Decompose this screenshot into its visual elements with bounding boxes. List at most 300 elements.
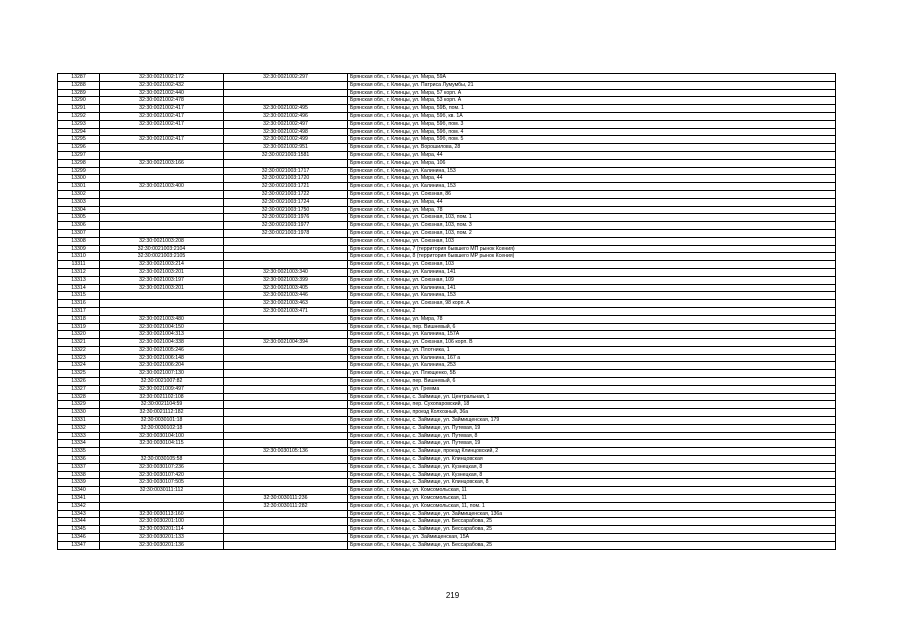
cadastral-number-cell: 32:30:0021003:400 xyxy=(100,183,224,191)
address-cell: Брянская обл., г. Клинцы, 7 (территория бывшего МП рынок Ксения) xyxy=(348,245,836,253)
address-cell: Брянская обл., г. Клинцы, пер. Сухопаровский, 18 xyxy=(348,401,836,409)
address-cell: Брянская обл., г. Клинцы, ул. Мира, 44 xyxy=(348,151,836,159)
related-cadastral-number-cell: 32:30:0021003:340 xyxy=(224,268,348,276)
table-row xyxy=(58,112,836,120)
cadastral-number-cell: 32:30:0030105:58 xyxy=(100,456,224,464)
related-cadastral-number-cell: 32:30:0021003:405 xyxy=(224,284,348,292)
related-cadastral-number-cell: 32:30:0021002:496 xyxy=(224,112,348,120)
address-cell: Брянская обл., г. Клинцы, ул. Мира, 53 корп. А xyxy=(348,97,836,105)
row-number-cell: 13288 xyxy=(58,81,100,89)
related-cadastral-number-cell: 32:30:0021004:394 xyxy=(224,339,348,347)
row-number-cell: 13344 xyxy=(58,518,100,526)
related-cadastral-number-cell xyxy=(224,245,348,253)
related-cadastral-number-cell: 32:30:0030111:236 xyxy=(224,495,348,503)
address-cell: Брянская обл., г. Клинцы, с. Займище, ул. Клинцовская, 8 xyxy=(348,479,836,487)
cadastral-number-cell: 32:30:0030104:115 xyxy=(100,440,224,448)
address-cell: Брянская обл., г. Клинцы, проезд Колхозный, 36а xyxy=(348,409,836,417)
table-row xyxy=(58,222,836,230)
table-row xyxy=(58,440,836,448)
table-row xyxy=(58,534,836,542)
row-number-cell: 13335 xyxy=(58,448,100,456)
table-row xyxy=(58,409,836,417)
cadastral-number-cell: 32:30:0021003:2105 xyxy=(100,253,224,261)
address-cell: Брянская обл., г. Клинцы, ул. Союзная, 106 корп. В xyxy=(348,339,836,347)
address-cell: Брянская обл., г. Клинцы, ул. Союзная, 103 xyxy=(348,237,836,245)
cadastral-number-cell: 32:30:0021002:417 xyxy=(100,112,224,120)
cadastral-number-cell xyxy=(100,307,224,315)
related-cadastral-number-cell: 32:30:0021003:1724 xyxy=(224,198,348,206)
table-row xyxy=(58,74,836,82)
cadastral-number-cell: 32:30:0021002:172 xyxy=(100,74,224,82)
related-cadastral-number-cell: 32:30:0021003:1721 xyxy=(224,183,348,191)
address-cell: Брянская обл., г. Клинцы, с. Займище, ул. Бессарабова, 25 xyxy=(348,541,836,549)
table-row xyxy=(58,487,836,495)
cadastral-number-cell: 32:30:0030113:160 xyxy=(100,510,224,518)
related-cadastral-number-cell xyxy=(224,417,348,425)
address-cell: Брянская обл., г. Клинцы, с. Займище, ул. Кузнецкая, 8 xyxy=(348,463,836,471)
cadastral-number-cell: 32:30:0030101:18 xyxy=(100,417,224,425)
address-cell: Брянская обл., г. Клинцы, ул. Плющенко, 5Б xyxy=(348,370,836,378)
row-number-cell: 13331 xyxy=(58,417,100,425)
row-number-cell: 13327 xyxy=(58,385,100,393)
related-cadastral-number-cell xyxy=(224,89,348,97)
related-cadastral-number-cell xyxy=(224,331,348,339)
related-cadastral-number-cell xyxy=(224,385,348,393)
row-number-cell: 13302 xyxy=(58,190,100,198)
cadastral-number-cell: 32:30:0021009:497 xyxy=(100,385,224,393)
related-cadastral-number-cell xyxy=(224,510,348,518)
table-row xyxy=(58,292,836,300)
cadastral-number-cell xyxy=(100,292,224,300)
cadastral-number-cell: 32:30:0030102:18 xyxy=(100,424,224,432)
address-cell: Брянская обл., г. Клинцы, ул. Патриса Лумумбы, 21 xyxy=(348,81,836,89)
related-cadastral-number-cell: 32:30:0021003:1581 xyxy=(224,151,348,159)
row-number-cell: 13328 xyxy=(58,393,100,401)
address-cell: Брянская обл., г. Клинцы, ул. Калинина, 153 xyxy=(348,292,836,300)
table-row xyxy=(58,354,836,362)
table-row xyxy=(58,393,836,401)
row-number-cell: 13342 xyxy=(58,502,100,510)
row-number-cell: 13297 xyxy=(58,151,100,159)
row-number-cell: 13345 xyxy=(58,526,100,534)
cadastral-number-cell: 32:30:0021006:204 xyxy=(100,362,224,370)
table-row xyxy=(58,261,836,269)
related-cadastral-number-cell: 32:30:0021003:1977 xyxy=(224,222,348,230)
row-number-cell: 13291 xyxy=(58,105,100,113)
row-number-cell: 13287 xyxy=(58,74,100,82)
related-cadastral-number-cell xyxy=(224,409,348,417)
related-cadastral-number-cell xyxy=(224,541,348,549)
table-row xyxy=(58,120,836,128)
row-number-cell: 13313 xyxy=(58,276,100,284)
cadastral-number-cell: 32:30:0021002:432 xyxy=(100,81,224,89)
row-number-cell: 13316 xyxy=(58,300,100,308)
address-cell: Брянская обл., г. Клинцы, ул. Союзная, 103 xyxy=(348,261,836,269)
row-number-cell: 13321 xyxy=(58,339,100,347)
row-number-cell: 13305 xyxy=(58,214,100,222)
related-cadastral-number-cell: 32:30:0021003:471 xyxy=(224,307,348,315)
cadastral-number-cell xyxy=(100,190,224,198)
table-row xyxy=(58,362,836,370)
related-cadastral-number-cell xyxy=(224,253,348,261)
table-row xyxy=(58,253,836,261)
cadastral-number-cell: 32:30:0021003:201 xyxy=(100,268,224,276)
related-cadastral-number-cell xyxy=(224,393,348,401)
row-number-cell: 13339 xyxy=(58,479,100,487)
row-number-cell: 13309 xyxy=(58,245,100,253)
address-cell: Брянская обл., г. Клинцы, ул. Калинина, 141 xyxy=(348,268,836,276)
related-cadastral-number-cell xyxy=(224,159,348,167)
related-cadastral-number-cell xyxy=(224,81,348,89)
row-number-cell: 13323 xyxy=(58,354,100,362)
table-row xyxy=(58,268,836,276)
row-number-cell: 13336 xyxy=(58,456,100,464)
table-row xyxy=(58,144,836,152)
related-cadastral-number-cell: 32:30:0021002:497 xyxy=(224,120,348,128)
table-row xyxy=(58,105,836,113)
address-cell: Брянская обл., г. Клинцы, с. Займище, ул. Путевая, 8 xyxy=(348,432,836,440)
table-row xyxy=(58,81,836,89)
table-row xyxy=(58,128,836,136)
row-number-cell: 13341 xyxy=(58,495,100,503)
table-row xyxy=(58,315,836,323)
row-number-cell: 13312 xyxy=(58,268,100,276)
row-number-cell: 13304 xyxy=(58,206,100,214)
table-row xyxy=(58,526,836,534)
cadastral-number-cell xyxy=(100,229,224,237)
address-cell: Брянская обл., г. Клинцы, ул. Комсомольская, 11, пом. 1 xyxy=(348,502,836,510)
address-cell: Брянская обл., г. Клинцы, пер. Вишневый, 6 xyxy=(348,378,836,386)
cadastral-number-cell: 32:30:0030107:420 xyxy=(100,471,224,479)
address-cell: Брянская обл., г. Клинцы, с. Займище, ул. Центральная, 1 xyxy=(348,393,836,401)
address-cell: Брянская обл., г. Клинцы, ул. Союзная, 98 корп. А xyxy=(348,300,836,308)
cadastral-number-cell: 32:30:0030201:100 xyxy=(100,518,224,526)
related-cadastral-number-cell: 32:30:0021003:1750 xyxy=(224,206,348,214)
related-cadastral-number-cell: 32:30:0021003:446 xyxy=(224,292,348,300)
table-row xyxy=(58,463,836,471)
table-row xyxy=(58,417,836,425)
table-row xyxy=(58,471,836,479)
cadastral-number-cell: 32:30:0021006:148 xyxy=(100,354,224,362)
address-cell: Брянская обл., г. Клинцы, 8 (территория бывшего МР рынок Ксения) xyxy=(348,253,836,261)
cadastral-number-cell: 32:30:0021004:313 xyxy=(100,331,224,339)
address-cell: Брянская обл., г. Клинцы, ул. Союзная, 109 xyxy=(348,276,836,284)
related-cadastral-number-cell: 32:30:0021002:297 xyxy=(224,74,348,82)
related-cadastral-number-cell: 32:30:0021003:1976 xyxy=(224,214,348,222)
table-row xyxy=(58,97,836,105)
cadastral-number-cell: 32:30:0021003:480 xyxy=(100,315,224,323)
address-cell: Брянская обл., г. Клинцы, ул. Гремма xyxy=(348,385,836,393)
cadastral-number-cell: 32:30:0021004:338 xyxy=(100,339,224,347)
address-cell: Брянская обл., г. Клинцы, ул. Союзная, 103, пом. 3 xyxy=(348,222,836,230)
cadastral-number-cell: 32:30:0021002:478 xyxy=(100,97,224,105)
address-cell: Брянская обл., г. Клинцы, с. Займище, ул. Бессарабова, 25 xyxy=(348,526,836,534)
address-cell: Брянская обл., г. Клинцы, ул. Комсомольская, 11 xyxy=(348,487,836,495)
related-cadastral-number-cell xyxy=(224,463,348,471)
table-row xyxy=(58,206,836,214)
row-number-cell: 13310 xyxy=(58,253,100,261)
table-row xyxy=(58,167,836,175)
cadastral-number-cell: 32:30:0021002:440 xyxy=(100,89,224,97)
table-row xyxy=(58,214,836,222)
address-cell: Брянская обл., г. Клинцы, ул. Мира, 78 xyxy=(348,315,836,323)
related-cadastral-number-cell xyxy=(224,479,348,487)
row-number-cell: 13308 xyxy=(58,237,100,245)
row-number-cell: 13324 xyxy=(58,362,100,370)
row-number-cell: 13340 xyxy=(58,487,100,495)
table-row xyxy=(58,198,836,206)
address-cell: Брянская обл., г. Клинцы, ул. Калинина, 153 xyxy=(348,183,836,191)
related-cadastral-number-cell xyxy=(224,401,348,409)
row-number-cell: 13325 xyxy=(58,370,100,378)
cadastral-number-cell xyxy=(100,222,224,230)
row-number-cell: 13333 xyxy=(58,432,100,440)
related-cadastral-number-cell xyxy=(224,534,348,542)
cadastral-number-cell: 32:30:0030201:114 xyxy=(100,526,224,534)
row-number-cell: 13326 xyxy=(58,378,100,386)
table-row xyxy=(58,432,836,440)
address-cell: Брянская обл., г. Клинцы, ул. Комсомольская, 11 xyxy=(348,495,836,503)
table-row xyxy=(58,378,836,386)
cadastral-number-cell: 32:30:0021002:417 xyxy=(100,105,224,113)
table-row xyxy=(58,339,836,347)
related-cadastral-number-cell xyxy=(224,518,348,526)
related-cadastral-number-cell xyxy=(224,432,348,440)
cadastral-number-cell xyxy=(100,151,224,159)
cadastral-number-cell: 32:30:0021102:108 xyxy=(100,393,224,401)
cadastral-number-cell: 32:30:0021002:417 xyxy=(100,120,224,128)
cadastral-number-cell xyxy=(100,502,224,510)
row-number-cell: 13314 xyxy=(58,284,100,292)
cadastral-number-cell xyxy=(100,128,224,136)
related-cadastral-number-cell xyxy=(224,237,348,245)
related-cadastral-number-cell: 32:30:0030105:136 xyxy=(224,448,348,456)
cadastral-number-cell: 32:30:0021004:150 xyxy=(100,323,224,331)
row-number-cell: 13295 xyxy=(58,136,100,144)
row-number-cell: 13293 xyxy=(58,120,100,128)
table-row xyxy=(58,136,836,144)
cadastral-number-cell: 32:30:0021007:82 xyxy=(100,378,224,386)
row-number-cell: 13289 xyxy=(58,89,100,97)
cadastral-number-cell: 32:30:0021003:166 xyxy=(100,159,224,167)
cadastral-number-cell: 32:30:0030104:100 xyxy=(100,432,224,440)
row-number-cell: 13292 xyxy=(58,112,100,120)
table-row xyxy=(58,456,836,464)
address-cell: Брянская обл., г. Клинцы, с. Займище, проезд Клинцовский, 2 xyxy=(348,448,836,456)
table-row xyxy=(58,323,836,331)
row-number-cell: 13290 xyxy=(58,97,100,105)
address-cell: Брянская обл., г. Клинцы, ул. Калинина, 253 xyxy=(348,362,836,370)
row-number-cell: 13346 xyxy=(58,534,100,542)
address-cell: Брянская обл., г. Клинцы, ул. Калинина, 167 а xyxy=(348,354,836,362)
address-cell: Брянская обл., г. Клинцы, ул. Мира, 59б, пом. 4 xyxy=(348,128,836,136)
row-number-cell: 13330 xyxy=(58,409,100,417)
related-cadastral-number-cell xyxy=(224,471,348,479)
row-number-cell: 13320 xyxy=(58,331,100,339)
address-cell: Брянская обл., г. Клинцы, с. Займище, ул. Путевая, 19 xyxy=(348,424,836,432)
row-number-cell: 13300 xyxy=(58,175,100,183)
related-cadastral-number-cell: 32:30:0021003:1978 xyxy=(224,229,348,237)
row-number-cell: 13303 xyxy=(58,198,100,206)
registry-table xyxy=(57,73,836,550)
row-number-cell: 13319 xyxy=(58,323,100,331)
cadastral-number-cell: 32:30:0030107:236 xyxy=(100,463,224,471)
table-row xyxy=(58,495,836,503)
related-cadastral-number-cell xyxy=(224,424,348,432)
cadastral-number-cell xyxy=(100,448,224,456)
row-number-cell: 13294 xyxy=(58,128,100,136)
related-cadastral-number-cell: 32:30:0021002:951 xyxy=(224,144,348,152)
address-cell: Брянская обл., г. Клинцы, ул. Мира, 44 xyxy=(348,175,836,183)
row-number-cell: 13318 xyxy=(58,315,100,323)
row-number-cell: 13347 xyxy=(58,541,100,549)
address-cell: Брянская обл., г. Клинцы, с. Займище, ул. Займищенская, 179 xyxy=(348,417,836,425)
table-row xyxy=(58,151,836,159)
related-cadastral-number-cell xyxy=(224,354,348,362)
address-cell: Брянская обл., г. Клинцы, с. Займище, ул. Займищенская, 136а xyxy=(348,510,836,518)
address-cell: Брянская обл., г. Клинцы, с. Займище, ул. Путевая, 19 xyxy=(348,440,836,448)
table-row xyxy=(58,276,836,284)
row-number-cell: 13343 xyxy=(58,510,100,518)
cadastral-number-cell: 32:30:0021104:59 xyxy=(100,401,224,409)
related-cadastral-number-cell xyxy=(224,323,348,331)
cadastral-number-cell: 32:30:0021005:246 xyxy=(100,346,224,354)
address-cell: Брянская обл., г. Клинцы, пер. Вишневый, 6 xyxy=(348,323,836,331)
related-cadastral-number-cell xyxy=(224,487,348,495)
cadastral-number-cell xyxy=(100,144,224,152)
address-cell: Брянская обл., г. Клинцы, ул. Союзная, 86 xyxy=(348,190,836,198)
row-number-cell: 13307 xyxy=(58,229,100,237)
cadastral-number-cell: 32:30:0021003:201 xyxy=(100,284,224,292)
related-cadastral-number-cell xyxy=(224,526,348,534)
table-row xyxy=(58,237,836,245)
table-row xyxy=(58,518,836,526)
related-cadastral-number-cell: 32:30:0030111:282 xyxy=(224,502,348,510)
row-number-cell: 13296 xyxy=(58,144,100,152)
table-row xyxy=(58,89,836,97)
related-cadastral-number-cell xyxy=(224,440,348,448)
address-cell: Брянская обл., г. Клинцы, ул. Мира, 59А xyxy=(348,74,836,82)
table-row xyxy=(58,183,836,191)
table-row xyxy=(58,300,836,308)
page-number: 219 xyxy=(445,591,460,600)
related-cadastral-number-cell: 32:30:0021002:498 xyxy=(224,128,348,136)
table-row xyxy=(58,370,836,378)
cadastral-number-cell: 32:30:0021112:182 xyxy=(100,409,224,417)
related-cadastral-number-cell: 32:30:0021002:499 xyxy=(224,136,348,144)
address-cell: Брянская обл., г. Клинцы, ул. Мира, 59Б, пом. 1 xyxy=(348,105,836,113)
row-number-cell: 13298 xyxy=(58,159,100,167)
table-row xyxy=(58,479,836,487)
row-number-cell: 13334 xyxy=(58,440,100,448)
cadastral-number-cell: 32:30:0030201:136 xyxy=(100,541,224,549)
table-row xyxy=(58,448,836,456)
row-number-cell: 13337 xyxy=(58,463,100,471)
address-cell: Брянская обл., г. Клинцы, ул. Мира, 44 xyxy=(348,198,836,206)
related-cadastral-number-cell xyxy=(224,370,348,378)
cadastral-number-cell xyxy=(100,175,224,183)
cadastral-number-cell: 32:30:0021003:197 xyxy=(100,276,224,284)
address-cell: Брянская обл., г. Клинцы, ул. Мира, 106 xyxy=(348,159,836,167)
address-cell: Брянская обл., г. Клинцы, ул. Мира, 57 корп. А xyxy=(348,89,836,97)
cadastral-number-cell xyxy=(100,206,224,214)
cadastral-number-cell xyxy=(100,214,224,222)
related-cadastral-number-cell xyxy=(224,315,348,323)
row-number-cell: 13338 xyxy=(58,471,100,479)
address-cell: Брянская обл., г. Клинцы, ул. Союзная, 103, пом. 2 xyxy=(348,229,836,237)
cadastral-number-cell: 32:30:0021003:214 xyxy=(100,261,224,269)
related-cadastral-number-cell xyxy=(224,261,348,269)
cadastral-number-cell: 32:30:0021007:130 xyxy=(100,370,224,378)
table-row xyxy=(58,175,836,183)
address-cell: Брянская обл., г. Клинцы, ул. Калинина, 141 xyxy=(348,284,836,292)
cadastral-number-cell xyxy=(100,198,224,206)
row-number-cell: 13317 xyxy=(58,307,100,315)
table-row xyxy=(58,229,836,237)
cadastral-number-cell: 32:30:0021002:417 xyxy=(100,136,224,144)
table-row xyxy=(58,346,836,354)
table-row xyxy=(58,307,836,315)
row-number-cell: 13332 xyxy=(58,424,100,432)
cadastral-number-cell xyxy=(100,495,224,503)
related-cadastral-number-cell xyxy=(224,362,348,370)
address-cell: Брянская обл., г. Клинцы, ул. Мира, 59б, пом. 3 xyxy=(348,120,836,128)
related-cadastral-number-cell: 32:30:0021003:1722 xyxy=(224,190,348,198)
cadastral-number-cell: 32:30:0030201:133 xyxy=(100,534,224,542)
table-row xyxy=(58,401,836,409)
row-number-cell: 13301 xyxy=(58,183,100,191)
cadastral-number-cell: 32:30:0030111:112 xyxy=(100,487,224,495)
table-row xyxy=(58,541,836,549)
related-cadastral-number-cell: 32:30:0021003:1717 xyxy=(224,167,348,175)
cadastral-number-cell xyxy=(100,300,224,308)
cadastral-number-cell: 32:30:0021003:208 xyxy=(100,237,224,245)
cadastral-number-cell: 32:30:0030107:505 xyxy=(100,479,224,487)
table-row xyxy=(58,284,836,292)
address-cell: Брянская обл., г. Клинцы, ул. Мира, 59б, кв. 1А xyxy=(348,112,836,120)
row-number-cell: 13299 xyxy=(58,167,100,175)
row-number-cell: 13322 xyxy=(58,346,100,354)
address-cell: Брянская обл., г. Клинцы, ул. Союзная, 103, пом. 1 xyxy=(348,214,836,222)
row-number-cell: 13315 xyxy=(58,292,100,300)
related-cadastral-number-cell: 32:30:0021002:495 xyxy=(224,105,348,113)
cadastral-number-cell: 32:30:0021003:2104 xyxy=(100,245,224,253)
related-cadastral-number-cell xyxy=(224,378,348,386)
table-row xyxy=(58,245,836,253)
address-cell: Брянская обл., г. Клинцы, 2 xyxy=(348,307,836,315)
related-cadastral-number-cell: 32:30:0021003:463 xyxy=(224,300,348,308)
related-cadastral-number-cell xyxy=(224,346,348,354)
address-cell: Брянская обл., г. Клинцы, ул. Мира, 78 xyxy=(348,206,836,214)
related-cadastral-number-cell xyxy=(224,97,348,105)
row-number-cell: 13306 xyxy=(58,222,100,230)
address-cell: Брянская обл., г. Клинцы, ул. Ворошилова, 28 xyxy=(348,144,836,152)
address-cell: Брянская обл., г. Клинцы, ул. Займищенская, 15А xyxy=(348,534,836,542)
table-row xyxy=(58,510,836,518)
row-number-cell: 13311 xyxy=(58,261,100,269)
table-row xyxy=(58,190,836,198)
row-number-cell: 13329 xyxy=(58,401,100,409)
related-cadastral-number-cell: 32:30:0021003:1720 xyxy=(224,175,348,183)
table-row xyxy=(58,331,836,339)
table-row xyxy=(58,424,836,432)
address-cell: Брянская обл., г. Клинцы, с. Займище, ул. Кузнецкая, 8 xyxy=(348,471,836,479)
table-row xyxy=(58,385,836,393)
table-row xyxy=(58,502,836,510)
address-cell: Брянская обл., г. Клинцы, ул. Плотника, 1 xyxy=(348,346,836,354)
table-row xyxy=(58,159,836,167)
cadastral-number-cell xyxy=(100,167,224,175)
